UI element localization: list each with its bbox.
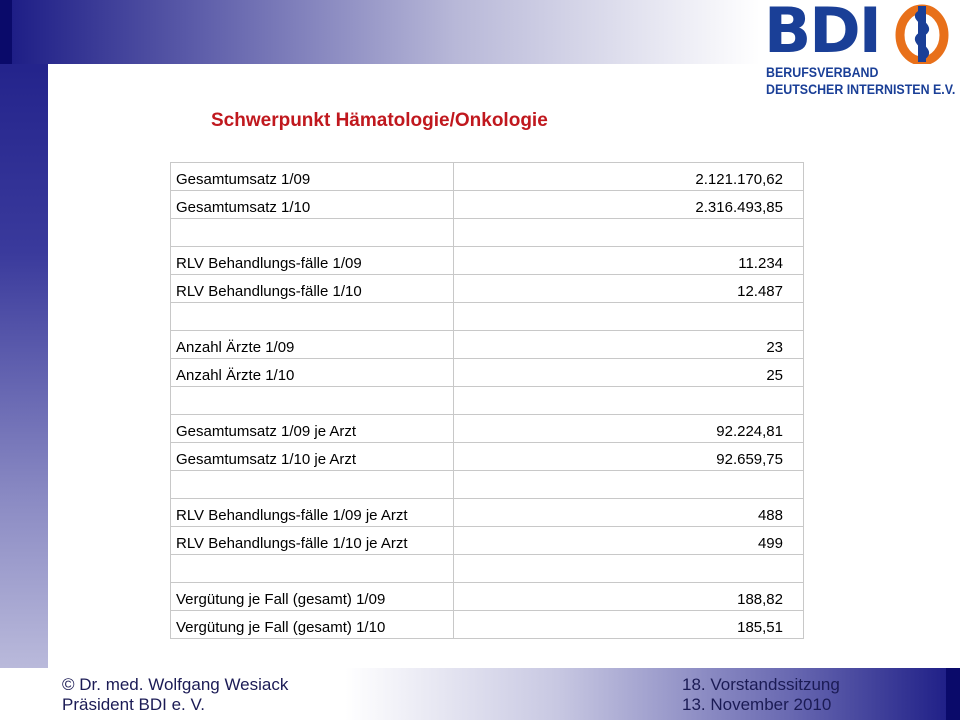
table-cell-label: Anzahl Ärzte 1/10	[171, 359, 454, 387]
table-cell-label: RLV Behandlungs-fälle 1/09	[171, 247, 454, 275]
data-table-body	[171, 163, 804, 639]
logo-wordmark: BDI	[764, 0, 880, 67]
table-cell-value: 2.121.170,62	[454, 163, 804, 191]
table-cell-value: 499	[454, 527, 804, 555]
table-row	[171, 415, 804, 443]
table-cell-label	[171, 471, 454, 499]
table-cell-value	[454, 555, 804, 583]
bottom-band-corner	[946, 668, 960, 720]
table-cell-label: RLV Behandlungs-fälle 1/10	[171, 275, 454, 303]
table-cell-value: 92.659,75	[454, 443, 804, 471]
table-row	[171, 387, 804, 415]
top-band-corner	[0, 0, 12, 64]
table-row	[171, 275, 804, 303]
footer-author-role: Präsident BDI e. V.	[62, 695, 206, 714]
left-gradient-bar	[0, 0, 48, 720]
table-cell-value	[454, 303, 804, 331]
table-cell-label: Gesamtumsatz 1/09	[171, 163, 454, 191]
table-cell-value: 11.234	[454, 247, 804, 275]
table-row	[171, 247, 804, 275]
table-cell-label: Gesamtumsatz 1/10	[171, 191, 454, 219]
table-row	[171, 555, 804, 583]
table-cell-label: Gesamtumsatz 1/10 je Arzt	[171, 443, 454, 471]
table-row	[171, 527, 804, 555]
table-row	[171, 331, 804, 359]
table-row	[171, 219, 804, 247]
table-cell-label: RLV Behandlungs-fälle 1/09 je Arzt	[171, 499, 454, 527]
table-cell-label	[171, 219, 454, 247]
table-cell-value: 488	[454, 499, 804, 527]
table-cell-label	[171, 387, 454, 415]
table-cell-value: 2.316.493,85	[454, 191, 804, 219]
table-row	[171, 443, 804, 471]
table-cell-label: Gesamtumsatz 1/09 je Arzt	[171, 415, 454, 443]
table-row	[171, 191, 804, 219]
table-cell-value: 188,82	[454, 583, 804, 611]
footer-event	[682, 675, 840, 715]
data-table	[170, 162, 804, 639]
table-cell-label: Vergütung je Fall (gesamt) 1/10	[171, 611, 454, 639]
table-row	[171, 583, 804, 611]
footer-event-date: 13. November 2010	[682, 695, 832, 714]
table-cell-label: Anzahl Ärzte 1/09	[171, 331, 454, 359]
top-gradient-band	[0, 0, 760, 64]
footer-author	[62, 675, 288, 715]
logo-line-berufsverband: BERUFSVERBAND	[766, 65, 879, 80]
table-row	[171, 359, 804, 387]
table-row	[171, 471, 804, 499]
table-cell-label	[171, 303, 454, 331]
table-cell-value: 25	[454, 359, 804, 387]
caduceus-emblem-icon	[894, 4, 950, 64]
table-cell-value: 185,51	[454, 611, 804, 639]
table-row	[171, 611, 804, 639]
table-cell-label	[171, 555, 454, 583]
page-title: Schwerpunkt Hämatologie/Onkologie	[211, 110, 548, 131]
table-cell-label: Vergütung je Fall (gesamt) 1/09	[171, 583, 454, 611]
table-cell-value	[454, 471, 804, 499]
table-row	[171, 163, 804, 191]
table-cell-value: 92.224,81	[454, 415, 804, 443]
logo-line-deutscher-internisten: DEUTSCHER INTERNISTEN E.V.	[766, 82, 956, 97]
table-cell-label: RLV Behandlungs-fälle 1/10 je Arzt	[171, 527, 454, 555]
table-row	[171, 303, 804, 331]
table-cell-value	[454, 387, 804, 415]
footer-author-name: © Dr. med. Wolfgang Wesiack	[62, 675, 289, 694]
table-row	[171, 499, 804, 527]
table-cell-value	[454, 219, 804, 247]
table-cell-value: 23	[454, 331, 804, 359]
footer-event-name: 18. Vorstandssitzung	[682, 675, 840, 694]
table-cell-value: 12.487	[454, 275, 804, 303]
bdi-logo	[764, 2, 960, 102]
